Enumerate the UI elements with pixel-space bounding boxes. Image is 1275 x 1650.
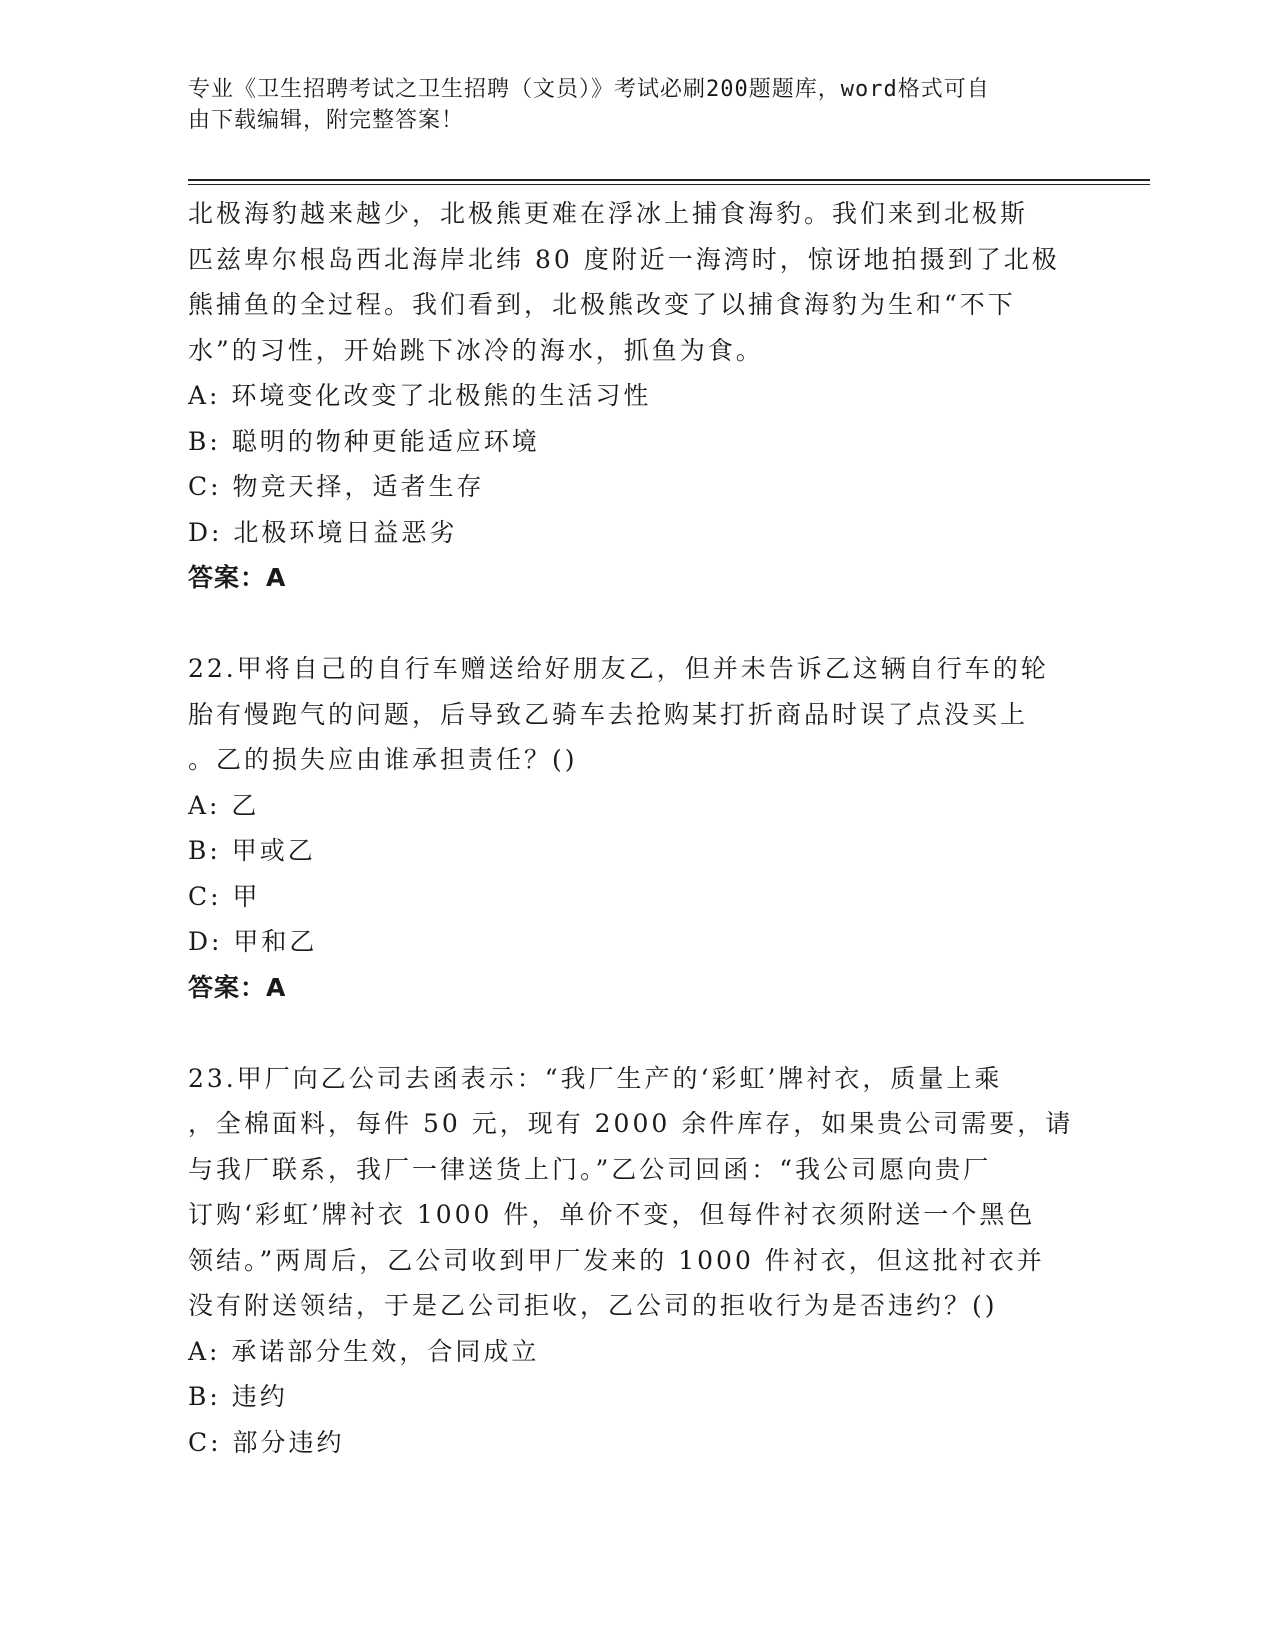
question-stem: 22.甲将自己的自行车赠送给好朋友乙，但并未告诉乙这辆自行车的轮 胎有慢跑气的问题，后导致乙骑车去抢购某打折商品时误了点没买上 。乙的损失应由谁承担责任？() (188, 654, 1049, 774)
question-spacer (188, 601, 1088, 647)
question-stem: 23.甲厂向乙公司去函表示：“我厂生产的‘彩虹’牌衬衣，质量上乘 ，全棉面料，每件 50 元，现有 2000 余件库存，如果贵公司需要，请 与我厂联系，我厂一律送货上门。”乙公司回函：“我公司愿向贵厂 订购‘彩虹’牌衬衣 1000 件，单价不变，但每件衬衣须附送一个黑色 领结。”两周后，乙公司收到甲厂发来的 1000 件衬衣，但这批衬衣并 没有附送领结，于是乙公司拒收，乙公司的拒收行为是否违约？() (188, 1063, 1074, 1320)
option-a: A: 环境变化改变了北极熊的生活习性 (188, 381, 652, 410)
option-b: B: 聪明的物种更能适应环境 (188, 426, 540, 456)
option-c: C: 物竞天择，适者生存 (188, 472, 485, 501)
option-b: B: 违约 (188, 1382, 288, 1411)
header-rule-thin (188, 184, 1150, 185)
option-d: D: 甲和乙 (188, 927, 318, 956)
answer-line: 答案：A (188, 563, 287, 592)
question-spacer (188, 1010, 1088, 1056)
answer-line: 答案：A (188, 972, 287, 1002)
question-21 (188, 191, 1088, 601)
question-content (188, 191, 1088, 1465)
header-rule-thick (188, 179, 1150, 181)
question-23 (188, 1056, 1088, 1466)
document-header: 专业《卫生招聘考试之卫生招聘（文员）》考试必刷200题题库，word格式可自 由下载编辑，附完整答案！ (188, 77, 990, 133)
option-a: A: 乙 (188, 790, 260, 820)
option-c: C: 甲 (188, 881, 261, 911)
option-c: C: 部分违约 (188, 1427, 345, 1457)
question-stem: 北极海豹越来越少，北极熊更难在浮冰上捕食海豹。我们来到北极斯 匹兹卑尔根岛西北海岸北纬 80 度附近一海湾时，惊讶地拍摄到了北极 熊捕鱼的全过程。我们看到，北极熊改变了以捕食海豹为生和“不下 水”的习性，开始跳下冰冷的海水，抓鱼为食。 (188, 199, 1060, 365)
option-b: B: 甲或乙 (188, 836, 316, 865)
question-22 (188, 646, 1088, 1010)
option-d: D: 北极环境日益恶劣 (188, 517, 458, 547)
option-a: A: 承诺部分生效，合同成立 (188, 1336, 540, 1366)
